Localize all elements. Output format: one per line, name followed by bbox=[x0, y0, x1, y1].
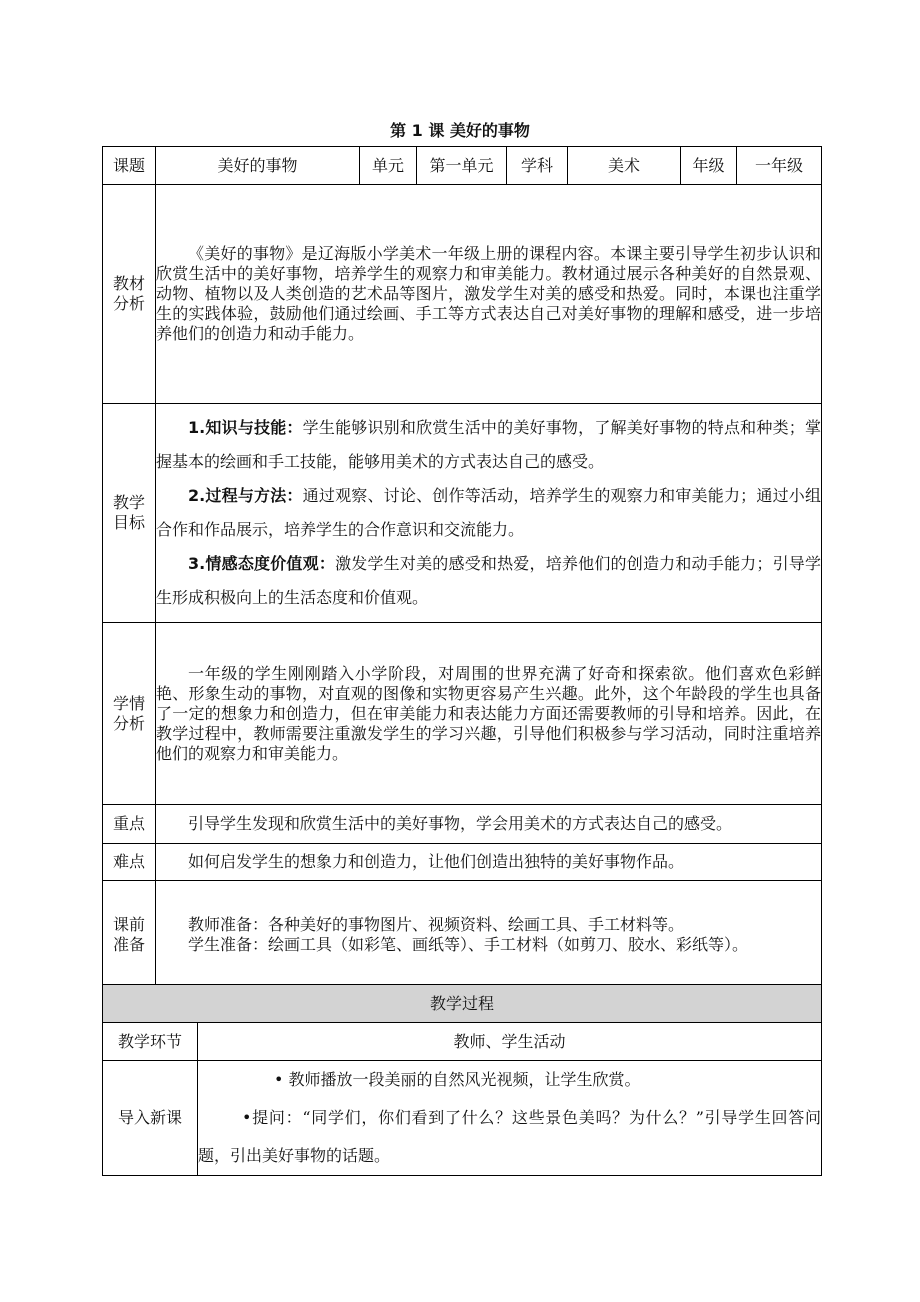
goal-item: 1.知识与技能：学生能够识别和欣赏生活中的美好事物，了解美好事物的特点和种类；掌握基本的绘画和手工技能，能够用美术的方式表达自己的感受。 bbox=[156, 418, 821, 471]
textbook-analysis-label: 教材 分析 bbox=[103, 185, 156, 404]
student-prep: 学生准备：绘画工具（如彩笔、画纸等）、手工材料（如剪刀、胶水、彩纸等）。 bbox=[188, 934, 749, 954]
process-col-activity: 教师、学生活动 bbox=[198, 1023, 822, 1061]
teaching-process-table bbox=[102, 984, 822, 1176]
difficulty-row bbox=[103, 844, 822, 881]
goal-item: 3.情感态度价值观：激发学生对美的感受和热爱，培养他们的创造力和动手能力；引导学生形成积极向上的生活态度和价值观。 bbox=[156, 554, 821, 607]
teaching-goals-row bbox=[103, 404, 822, 623]
student-analysis-label: 学情 分析 bbox=[103, 623, 156, 805]
lesson-info-table bbox=[102, 146, 822, 989]
teaching-goals-text bbox=[156, 404, 822, 623]
intro-label: 导入新课 bbox=[103, 1061, 198, 1176]
key-point-text: 引导学生发现和欣赏生活中的美好事物，学会用美术的方式表达自己的感受。 bbox=[156, 805, 822, 844]
teaching-goals-label: 教学 目标 bbox=[103, 404, 156, 623]
process-header-row bbox=[103, 1023, 822, 1061]
topic-value: 美好的事物 bbox=[156, 147, 360, 185]
student-analysis-row bbox=[103, 623, 822, 805]
textbook-analysis-text: 《美好的事物》是辽海版小学美术一年级上册的课程内容。本课主要引导学生初步认识和欣赏生活中的美好事物，培养学生的观察力和审美能力。教材通过展示各种美好的自然景观、动物、植物以及人类创造的艺术品等图片，激发学生对美的感受和热爱。同时，本课也注重学生的实践体验，鼓励他们通过绘画、手工等方式表达自己对美好事物的理解和感受，进一步培养他们的创造力和动手能力。 bbox=[156, 185, 822, 404]
grade-label: 年级 bbox=[681, 147, 737, 185]
process-title-row bbox=[103, 985, 822, 1023]
student-analysis-text: 一年级的学生刚刚踏入小学阶段，对周围的世界充满了好奇和探索欲。他们喜欢色彩鲜艳、形象生动的事物，对直观的图像和实物更容易产生兴趣。此外，这个年龄段的学生也具备了一定的想象力和创造力，但在审美能力和表达能力方面还需要教师的引导和培养。因此，在教学过程中，教师需要注重激发学生的学习兴趣，引导他们积极参与学习活动，同时注重培养他们的观察力和审美能力。 bbox=[156, 623, 822, 805]
subject-label: 学科 bbox=[507, 147, 568, 185]
difficulty-label: 难点 bbox=[103, 844, 156, 881]
process-col-stage: 教学环节 bbox=[103, 1023, 198, 1061]
unit-value: 第一单元 bbox=[417, 147, 507, 185]
document-title: 第 1 课 美好的事物 bbox=[390, 121, 530, 140]
subject-value: 美术 bbox=[568, 147, 681, 185]
teacher-prep: 教师准备：各种美好的事物图片、视频资料、绘画工具、手工材料等。 bbox=[188, 914, 685, 934]
difficulty-text: 如何启发学生的想象力和创造力，让他们创造出独特的美好事物作品。 bbox=[156, 844, 822, 881]
goal-item: 2.过程与方法：通过观察、讨论、创作等活动，培养学生的观察力和审美能力；通过小组合作和作品展示，培养学生的合作意识和交流能力。 bbox=[156, 486, 821, 539]
preparation-row bbox=[103, 881, 822, 989]
header-row bbox=[103, 147, 822, 185]
process-title: 教学过程 bbox=[103, 985, 822, 1023]
topic-label: 课题 bbox=[103, 147, 156, 185]
unit-label: 单元 bbox=[360, 147, 417, 185]
textbook-analysis-row bbox=[103, 185, 822, 404]
intro-row bbox=[103, 1061, 822, 1176]
preparation-label: 课前 准备 bbox=[103, 881, 156, 989]
intro-activities bbox=[198, 1061, 822, 1176]
intro-bullet: •提问：“同学们，你们看到了什么？这些景色美吗？为什么？”引导学生回答问题，引出美好事物的话题。 bbox=[198, 1108, 822, 1165]
intro-bullet: • 教师播放一段美丽的自然风光视频，让学生欣赏。 bbox=[274, 1070, 641, 1089]
grade-value: 一年级 bbox=[737, 147, 822, 185]
key-point-label: 重点 bbox=[103, 805, 156, 844]
key-point-row bbox=[103, 805, 822, 844]
preparation-text bbox=[156, 881, 822, 989]
